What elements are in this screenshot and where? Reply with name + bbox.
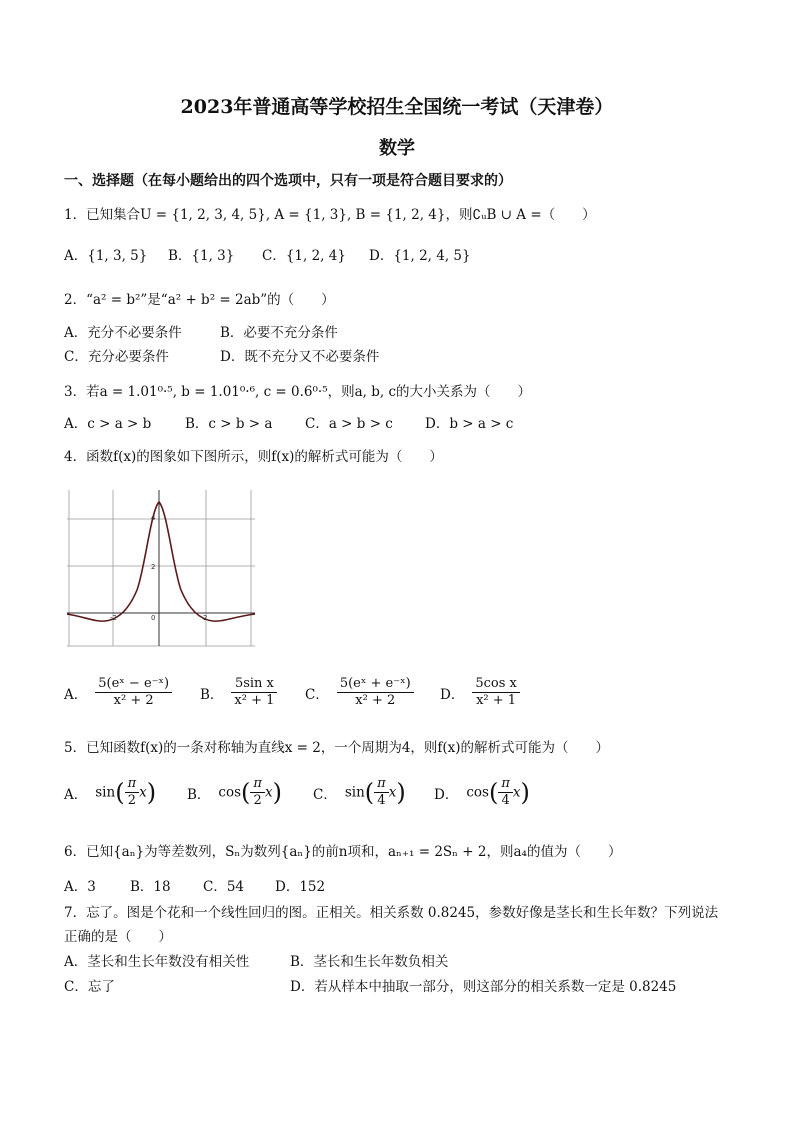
q6-stem: 6．已知{aₙ}为等差数列，Sₙ为数列{aₙ}的前n项和，aₙ₊₁ = 2Sₙ + 2，则a₄的值为（ ） [64, 844, 622, 860]
q4-option-c-numerator: 5(eˣ + e⁻ˣ) [337, 676, 414, 693]
q2-stem: 2．“a² = b²”是“a² + b² = 2ab”的（ ） [64, 292, 335, 308]
q4-option-b-label: B． [200, 686, 224, 703]
q7-option-b: B．茎长和生长年数负相关 [290, 954, 449, 970]
q1-option-c: C．{1, 2, 4} [262, 248, 346, 264]
q4-option-d-fraction [472, 676, 520, 709]
q5-option-a-fn: sin [95, 784, 116, 801]
q4-option-b-fraction [231, 676, 277, 709]
q2-option-d: D．既不充分又不必要条件 [220, 349, 380, 365]
q2-option-c: C．充分必要条件 [64, 349, 169, 365]
q4-option-c-denominator: x² + 2 [355, 693, 396, 708]
q1-option-a: A．{1, 3, 5} [64, 248, 148, 264]
q5-option-b-denominator: 2 [253, 793, 262, 808]
q1-option-d: D．{1, 2, 4, 5} [369, 248, 471, 264]
q4-option-a [64, 676, 172, 709]
q6-option-b: B．18 [130, 879, 171, 895]
exam-title: 2023年普通高等学校招生全国统一考试（天津卷） [180, 96, 614, 118]
q1-stem: 1．已知集合U = {1, 2, 3, 4, 5}, A = {1, 3}, B = {1, 2, 4}，则∁ᵤB ∪ A =（ ） [64, 207, 596, 223]
q7-option-c: C．忘了 [64, 979, 115, 995]
q5-option-a: A． sin( $\frac{\pi}{2}$ x) [64, 776, 157, 808]
x-tick-2: 2 [203, 614, 208, 622]
q4-option-c [305, 676, 414, 709]
q5-option-d-fn: cos [466, 784, 489, 801]
q5-option-a-label: A． [64, 786, 88, 803]
q4-option-c-label: C． [305, 686, 329, 703]
y-tick-4: 4 [151, 514, 156, 522]
q3-option-d: D．b > a > c [425, 416, 514, 432]
q1-option-b: B．{1, 3} [168, 248, 235, 264]
q5-option-c: C． sin( $\frac{\pi}{4}$ x) [313, 776, 406, 808]
q2-option-b: B．必要不充分条件 [220, 325, 338, 341]
q4-option-a-denominator: x² + 2 [113, 693, 154, 708]
q5-option-a-numerator: π [125, 776, 140, 793]
q4-option-a-numerator: 5(eˣ − e⁻ˣ) [95, 676, 172, 693]
q4-stem: 4．函数f(x)的图象如下图所示，则f(x)的解析式可能为（ ） [64, 449, 443, 465]
q4-option-d [440, 676, 520, 709]
q7-stem-line1: 7．忘了。图是个花和一个线性回归的图。正相关。相关系数 0.8245，参数好像是茎长和生长年数？下列说法 [64, 905, 719, 921]
q3-option-a: A．c > a > b [64, 416, 152, 432]
q5-option-a-denominator: 2 [127, 793, 136, 808]
q7-option-d: D．若从样本中抽取一部分，则这部分的相关系数一定是 0.8245 [290, 979, 677, 995]
q4-option-d-label: D． [440, 686, 465, 703]
q5-option-c-numerator: π [374, 776, 389, 793]
q5-option-a-var: x [139, 784, 147, 801]
q7-option-a: A．茎长和生长年数没有相关性 [64, 954, 250, 970]
q4-option-a-fraction [95, 676, 172, 709]
q5-option-c-fn: sin [344, 784, 365, 801]
q5-option-d-numerator: π [498, 776, 513, 793]
q3-option-c: C．a > b > c [305, 416, 393, 432]
q4-option-b-denominator: x² + 1 [234, 693, 275, 708]
q7-stem-line2: 正确的是（ ） [64, 929, 172, 945]
q3-option-b: B．c > b > a [185, 416, 273, 432]
q6-option-d: D．152 [275, 879, 326, 895]
q4-option-a-label: A． [64, 686, 88, 703]
q5-stem: 5．已知函数f(x)的一条对称轴为直线x = 2，一个周期为4，则f(x)的解析式可能为（ ） [64, 740, 610, 756]
q5-option-b-fn: cos [218, 784, 242, 801]
q5-option-b: B． cos( $\frac{\pi}{2}$ x) [187, 776, 282, 808]
q4-option-b-numerator: 5sin x [231, 676, 277, 693]
q5-option-c-var: x [388, 784, 397, 801]
q4-option-b [200, 676, 277, 709]
q2-option-a: A．充分不必要条件 [64, 325, 182, 341]
q5-option-c-denominator: 4 [377, 793, 386, 808]
q5-option-c-label: C． [313, 786, 337, 803]
q6-option-a: A．3 [64, 879, 96, 895]
q5-option-d-var: x [512, 784, 521, 801]
subject-title: 数学 [379, 138, 415, 159]
q5-option-d: D． cos( $\frac{\pi}{4}$ x) [434, 776, 530, 808]
function-curve [67, 502, 255, 621]
q4-option-d-numerator: 5cos x [472, 676, 520, 693]
q5-option-b-numerator: π [250, 776, 265, 793]
x-tick-neg2: -2 [110, 614, 117, 622]
q5-option-d-label: D． [434, 786, 459, 803]
origin-label: 0 [151, 614, 156, 622]
section-heading: 一、选择题（在每小题给出的四个选项中，只有一项是符合题目要求的） [64, 173, 512, 189]
function-graph [65, 486, 257, 652]
q5-option-b-var: x [264, 784, 273, 801]
q4-option-d-denominator: x² + 1 [476, 693, 517, 708]
q6-option-c: C．54 [203, 879, 245, 895]
q5-option-d-denominator: 4 [501, 793, 510, 808]
graph-grid [67, 490, 255, 646]
q3-stem: 3．若a = 1.01⁰·⁵, b = 1.01⁰·⁶, c = 0.6⁰·⁵，则a, b, c的大小关系为（ ） [64, 384, 532, 400]
y-tick-2: 2 [151, 563, 156, 571]
q5-option-b-label: B． [187, 786, 211, 803]
q4-option-c-fraction [337, 676, 414, 709]
